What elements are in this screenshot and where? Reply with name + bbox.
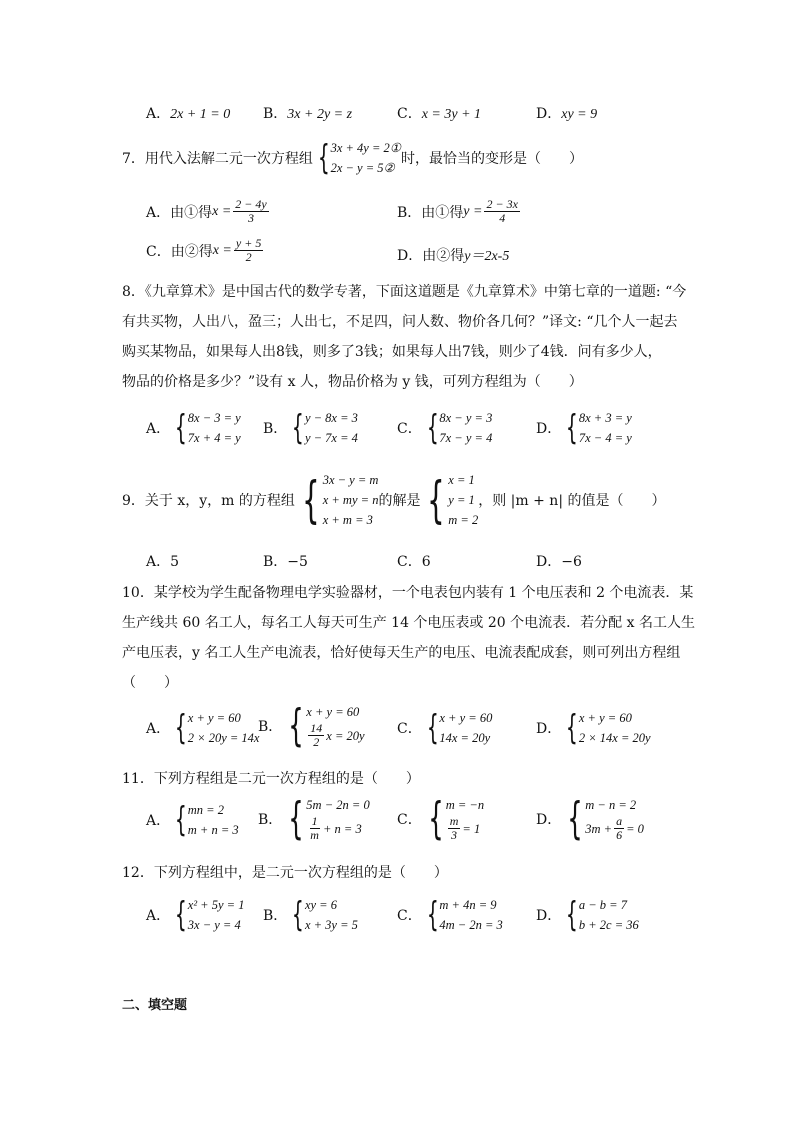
q9-option-c: C．6 <box>397 554 431 570</box>
q6-option-a: A．2x + 1 = 0 <box>146 106 231 122</box>
q7-system: { 3x + 4y = 2① 2x − y = 5② <box>317 138 401 178</box>
q10-option-b: B． { x + y = 60 $\frac{14}{2}$ x = 20y <box>258 699 365 751</box>
q9-option-d: D．−6 <box>536 554 582 570</box>
q8-option-d: D． { 8x + 3 = y 7x − 4 = y <box>536 408 632 448</box>
q12-option-d: D． { a − b = 7 b + 2c = 36 <box>536 895 639 935</box>
q7-option-d: D．由②得y＝2x-5 <box>397 248 510 264</box>
q11-option-d: D． { m − n = 2 3m + $\frac{a}{6}$ = 0 <box>536 792 644 844</box>
q10-stem: 10．某学校为学生配备物理电学实验器材，一个电表包内装有 1 个电压表和 2 个电流表．某 生产线共 60 名工人，每名工人每天可生产 14 个电压表或 20 个电流表．若分配 x 名工人生 产电压表，y 名工人生产电流表，恰好使每天生产的电压、电流表配成套，则可列出方程组 （ ） <box>122 585 695 691</box>
q7-stem: 7．用代入法解二元一次方程组 { 3x + 4y = 2① 2x − y = 5② 时，最恰当的变形是（ ） <box>122 138 583 178</box>
q11-prompt: 11．下列方程组是二元一次方程组的是（ ） <box>122 771 420 787</box>
q12-option-a: A． { x² + 5y = 1 3x − y = 4 <box>146 895 245 935</box>
q11-option-a: A． { mn = 2 m + n = 3 <box>146 800 239 840</box>
q6-option-d: D．xy = 9 <box>536 106 598 122</box>
q8-stem: 8．《九章算术》是中国古代的数学专著，下面这道题是《九章算术》中第七章的一道题: “今 有共买物，人出八，盈三；人出七，不足四，问人数、物价各几何？”译文: “几个人一起去 购买某物品，如果每人出8钱，则多了3钱；如果每人出7钱，则少了4钱．问有多少人， 物品的价格是多少？”设有 x 人，物品价格为 y 钱，可列方程组为（ ） <box>122 284 687 390</box>
q10-option-a: A． { x + y = 60 2 × 20y = 14x <box>146 708 260 748</box>
q9-option-a: A．5 <box>146 554 180 570</box>
section-title: 二、填空题 <box>122 998 188 1013</box>
q9-stem: 9．关于 x，y，m 的方程组 { 3x − y = m x + my = n x + m = 3 的解是 { x = 1 y = 1 m = 2 ，则 |m + n| 的值是（ ） <box>122 471 666 529</box>
q7-option-a: A．由①得 x = $\frac{2 - 4y}{3}$ <box>146 197 267 225</box>
q8-option-c: C． { 8x − y = 3 7x − y = 4 <box>397 408 493 448</box>
q11-option-c: C． { m = −n $\frac{m}{3}$ = 1 <box>397 792 485 844</box>
q7-option-c: C．由②得 x = $\frac{y + 5}{2}$ <box>146 236 262 264</box>
q6-option-c: C．x = 3y + 1 <box>397 106 482 122</box>
q12-option-c: C． { m + 4n = 9 4m − 2n = 3 <box>397 895 503 935</box>
q12-option-b: B． { xy = 6 x + 3y = 5 <box>263 895 358 935</box>
q12-prompt: 12．下列方程组中，是二元一次方程组的是（ ） <box>122 865 448 881</box>
q7-option-b: B．由①得 y = $\frac{2 - 3x}{4}$ <box>397 197 518 225</box>
q8-option-b: B． { y − 8x = 3 y − 7x = 4 <box>263 408 358 448</box>
q9-option-b: B．−5 <box>263 554 308 570</box>
q10-option-d: D． { x + y = 60 2 × 14x = 20y <box>536 708 651 748</box>
q11-option-b: B． { 5m − 2n = 0 $\frac{1}{m}$ + n = 3 <box>258 792 370 844</box>
q10-option-c: C． { x + y = 60 14x = 20y <box>397 708 493 748</box>
q8-option-a: A． { 8x − 3 = y 7x + 4 = y <box>146 408 241 448</box>
q6-option-b: B．3x + 2y = z <box>263 106 353 122</box>
